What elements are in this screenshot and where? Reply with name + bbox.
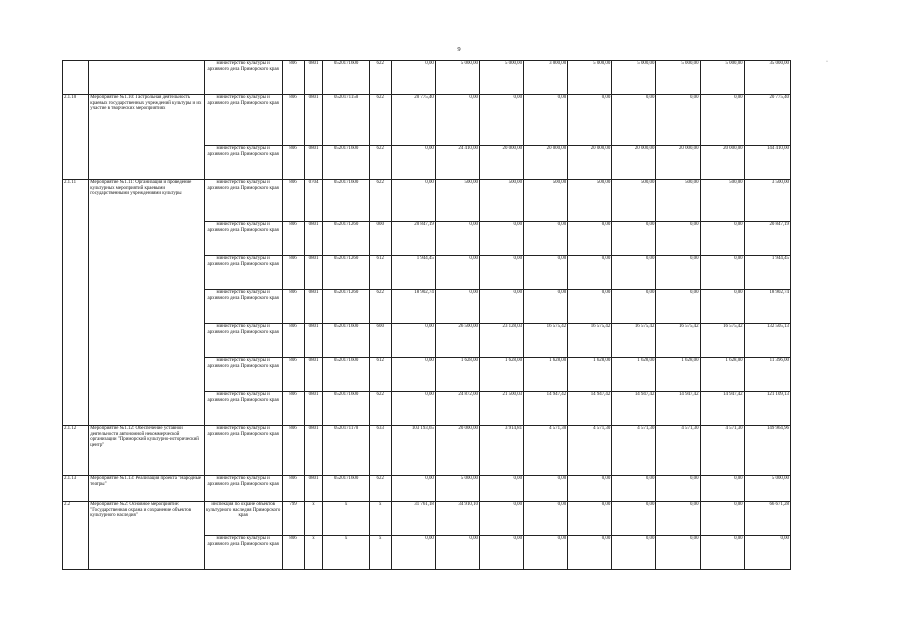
total-amount: 149 964,96 (744, 426, 790, 476)
amount-cell: 4 571,30 (524, 426, 568, 476)
target-article-code: 0520171600 (323, 146, 369, 180)
responsible-executor: министерство культуры и архивного дела Приморского края (204, 426, 282, 476)
amount-cell: 0,00 (435, 256, 479, 290)
section-code: 0801 (304, 222, 323, 256)
row-number: 2.1.12 (63, 426, 89, 476)
total-amount: 132 505,13 (744, 324, 790, 358)
total-amount: 5 000,00 (744, 476, 790, 502)
row-number: 2.1.11 (63, 180, 89, 426)
amount-cell: 0,00 (656, 222, 700, 256)
grbs-code: 806 (282, 536, 304, 570)
amount-cell: 0,00 (524, 222, 568, 256)
expense-type-code: 622 (369, 146, 391, 180)
row-number (63, 61, 89, 95)
responsible-executor: министерство культуры и архивного дела Приморского края (204, 476, 282, 502)
amount-cell: 4 571,30 (700, 426, 744, 476)
amount-cell: 20 000,00 (700, 146, 744, 180)
row-number: 2.1.13 (63, 476, 89, 502)
total-amount: 20 775,40 (744, 95, 790, 146)
amount-cell: 4 571,30 (656, 426, 700, 476)
total-amount: 18 902,74 (744, 290, 790, 324)
grbs-code: 806 (282, 61, 304, 95)
responsible-executor: министерство культуры и архивного дела Приморского края (204, 256, 282, 290)
section-code: 0801 (304, 358, 323, 392)
responsible-executor: министерство культуры и архивного дела Приморского края (204, 180, 282, 222)
amount-cell: 16 575,42 (700, 324, 744, 358)
target-article-code: 0520171150 (323, 95, 369, 146)
amount-cell: 0,00 (568, 476, 612, 502)
amount-cell: 1 628,00 (524, 358, 568, 392)
row-number: 2.1.10 (63, 95, 89, 180)
grbs-code: 799 (282, 502, 304, 536)
grbs-code: 806 (282, 222, 304, 256)
grbs-code: 806 (282, 426, 304, 476)
amount-cell: 0,00 (391, 358, 435, 392)
amount-cell: 1 944,45 (391, 256, 435, 290)
page-number: 9 (457, 46, 461, 53)
amount-cell: 0,00 (612, 222, 656, 256)
target-article-code: 0520171260 (323, 290, 369, 324)
amount-cell: 24 872,00 (435, 392, 479, 426)
event-name: Мероприятие №1.12: Обеспечение уставной деятельности автономной некоммерческой организации "Приморский культурно-исторический центр" (89, 426, 205, 476)
expense-type-code: 612 (369, 256, 391, 290)
amount-cell: 0,00 (524, 536, 568, 570)
responsible-executor: министерство культуры и архивного дела Приморского края (204, 324, 282, 358)
amount-cell: 1 628,00 (656, 358, 700, 392)
amount-cell: 0,00 (524, 476, 568, 502)
amount-cell: 0,00 (700, 222, 744, 256)
amount-cell: 0,00 (391, 146, 435, 180)
amount-cell: 0,00 (391, 324, 435, 358)
amount-cell: 500,00 (479, 180, 523, 222)
responsible-executor: министерство культуры и архивного дела Приморского края (204, 290, 282, 324)
section-code: 0801 (304, 324, 323, 358)
grbs-code: 806 (282, 256, 304, 290)
amount-cell: 20 847,19 (391, 222, 435, 256)
section-code: 0801 (304, 61, 323, 95)
amount-cell: 0,00 (479, 502, 523, 536)
event-name: Мероприятие №1.13: Реализация проекта "Народные театры" (89, 476, 205, 502)
target-article-code: 0520171600 (323, 392, 369, 426)
target-article-code: 0520171260 (323, 222, 369, 256)
amount-cell: 3 914,81 (479, 426, 523, 476)
amount-cell: 5 000,00 (435, 476, 479, 502)
amount-cell: 0,00 (612, 536, 656, 570)
amount-cell: 1 628,00 (479, 358, 523, 392)
table-row (63, 476, 791, 502)
grbs-code: 806 (282, 324, 304, 358)
total-amount: 20 847,19 (744, 222, 790, 256)
amount-cell: 0,00 (435, 222, 479, 256)
amount-cell: 0,00 (656, 95, 700, 146)
amount-cell: 0,00 (391, 392, 435, 426)
table-row (63, 180, 791, 222)
amount-cell: 500,00 (612, 180, 656, 222)
amount-cell: 4 571,30 (612, 426, 656, 476)
amount-cell: 14 947,42 (700, 392, 744, 426)
grbs-code: 806 (282, 180, 304, 222)
table-row (63, 95, 791, 146)
amount-cell: 0,00 (700, 95, 744, 146)
amount-cell: 16 575,42 (568, 324, 612, 358)
expense-type-code: 622 (369, 180, 391, 222)
event-name: Мероприятие №2: Основное мероприятие: "Государственная охрана и сохранение объектов культурного наследия" (89, 502, 205, 570)
total-amount: 66 671,28 (744, 502, 790, 536)
amount-cell: 103 193,65 (391, 426, 435, 476)
amount-cell: 0,00 (524, 502, 568, 536)
target-article-code: 0520171600 (323, 476, 369, 502)
amount-cell: 18 902,74 (391, 290, 435, 324)
amount-cell: 3 000,00 (524, 61, 568, 95)
amount-cell: 23 128,03 (479, 324, 523, 358)
amount-cell: 5 000,00 (612, 61, 656, 95)
total-amount: 1 944,45 (744, 256, 790, 290)
expense-type-code: 622 (369, 61, 391, 95)
amount-cell: 14 947,42 (612, 392, 656, 426)
amount-cell: 20 775,40 (391, 95, 435, 146)
grbs-code: 806 (282, 290, 304, 324)
expense-type-code: 622 (369, 476, 391, 502)
target-article-code: 0520171170 (323, 426, 369, 476)
budget-table (62, 60, 791, 570)
amount-cell: 14 947,42 (524, 392, 568, 426)
responsible-executor: министерство культуры и архивного дела Приморского края (204, 95, 282, 146)
grbs-code: 806 (282, 146, 304, 180)
expense-type-code: 612 (369, 358, 391, 392)
target-article-code: 0520171600 (323, 358, 369, 392)
total-amount: 144 410,00 (744, 146, 790, 180)
scan-mark: · (826, 59, 828, 65)
amount-cell: 0,00 (568, 256, 612, 290)
expense-type-code: 622 (369, 392, 391, 426)
amount-cell: 20 000,00 (568, 146, 612, 180)
responsible-executor: министерство культуры и архивного дела Приморского края (204, 61, 282, 95)
table-row (63, 426, 791, 476)
amount-cell: 1 628,00 (700, 358, 744, 392)
amount-cell: 31 761,18 (391, 502, 435, 536)
section-code: 0801 (304, 290, 323, 324)
amount-cell: 0,00 (656, 476, 700, 502)
expense-type-code: x (369, 536, 391, 570)
amount-cell: 14 947,42 (568, 392, 612, 426)
total-amount: 121 109,13 (744, 392, 790, 426)
section-code: 0801 (304, 95, 323, 146)
amount-cell: 0,00 (612, 95, 656, 146)
amount-cell: 0,00 (435, 290, 479, 324)
target-article-code: x (323, 502, 369, 536)
responsible-executor: министерство культуры и архивного дела Приморского края (204, 222, 282, 256)
responsible-executor: инспекция по охране объектов культурного наследия Приморского края (204, 502, 282, 536)
amount-cell: 5 000,00 (435, 61, 479, 95)
amount-cell: 0,00 (612, 476, 656, 502)
section-code: 0801 (304, 146, 323, 180)
grbs-code: 806 (282, 476, 304, 502)
amount-cell: 500,00 (435, 180, 479, 222)
expense-type-code: 000 (369, 222, 391, 256)
target-article-code: 0520171600 (323, 61, 369, 95)
amount-cell: 0,00 (568, 95, 612, 146)
amount-cell: 0,00 (479, 95, 523, 146)
grbs-code: 806 (282, 95, 304, 146)
table-row (63, 502, 791, 536)
amount-cell: 500,00 (700, 180, 744, 222)
section-code: 0801 (304, 426, 323, 476)
target-article-code: 0520171600 (323, 180, 369, 222)
expense-type-code: 622 (369, 95, 391, 146)
amount-cell: 1 628,00 (612, 358, 656, 392)
expense-type-code: x (369, 502, 391, 536)
amount-cell: 0,00 (479, 476, 523, 502)
amount-cell: 0,00 (656, 502, 700, 536)
amount-cell: 20 000,00 (479, 146, 523, 180)
amount-cell: 20 000,00 (435, 426, 479, 476)
amount-cell: 0,00 (700, 290, 744, 324)
amount-cell: 0,00 (391, 61, 435, 95)
grbs-code: 806 (282, 392, 304, 426)
row-number: 2.2 (63, 502, 89, 570)
amount-cell: 20 000,00 (612, 146, 656, 180)
section-code: 0704 (304, 180, 323, 222)
expense-type-code: 622 (369, 290, 391, 324)
total-amount: 3 500,00 (744, 180, 790, 222)
amount-cell: 0,00 (612, 290, 656, 324)
amount-cell: 0,00 (524, 95, 568, 146)
table-body (63, 61, 791, 570)
amount-cell: 24 410,00 (435, 146, 479, 180)
amount-cell: 1 628,00 (568, 358, 612, 392)
responsible-executor: министерство культуры и архивного дела Приморского края (204, 146, 282, 180)
amount-cell: 34 910,10 (435, 502, 479, 536)
amount-cell: 21 500,03 (479, 392, 523, 426)
section-code: 0801 (304, 476, 323, 502)
event-name (89, 61, 205, 95)
amount-cell: 0,00 (391, 180, 435, 222)
grbs-code: 806 (282, 358, 304, 392)
target-article-code: 0520171260 (323, 256, 369, 290)
amount-cell: 0,00 (435, 95, 479, 146)
target-article-code: x (323, 536, 369, 570)
amount-cell: 26 500,00 (435, 324, 479, 358)
table-row (63, 61, 791, 95)
section-code: 0801 (304, 392, 323, 426)
amount-cell: 5 000,00 (479, 61, 523, 95)
amount-cell: 0,00 (479, 290, 523, 324)
amount-cell: 0,00 (524, 290, 568, 324)
amount-cell: 0,00 (568, 536, 612, 570)
amount-cell: 0,00 (479, 536, 523, 570)
responsible-executor: министерство культуры и архивного дела Приморского края (204, 392, 282, 426)
amount-cell: 0,00 (568, 502, 612, 536)
amount-cell: 16 575,42 (656, 324, 700, 358)
amount-cell: 20 000,00 (524, 146, 568, 180)
amount-cell: 500,00 (524, 180, 568, 222)
amount-cell: 0,00 (524, 256, 568, 290)
amount-cell: 16 575,42 (612, 324, 656, 358)
amount-cell: 0,00 (700, 476, 744, 502)
total-amount: 11 396,00 (744, 358, 790, 392)
amount-cell: 20 000,00 (656, 146, 700, 180)
section-code: x (304, 536, 323, 570)
amount-cell: 0,00 (656, 256, 700, 290)
target-article-code: 0520171600 (323, 324, 369, 358)
amount-cell: 5 000,00 (656, 61, 700, 95)
total-amount: 0,00 (744, 536, 790, 570)
amount-cell: 0,00 (612, 256, 656, 290)
amount-cell: 1 628,00 (435, 358, 479, 392)
amount-cell: 5 000,00 (700, 61, 744, 95)
amount-cell: 500,00 (568, 180, 612, 222)
amount-cell: 0,00 (568, 290, 612, 324)
responsible-executor: министерство культуры и архивного дела Приморского края (204, 536, 282, 570)
amount-cell: 0,00 (700, 502, 744, 536)
event-name: Мероприятие №1.11: Организация и проведение культурных мероприятий краевыми государственными учреждениями культуры (89, 180, 205, 426)
amount-cell: 0,00 (568, 222, 612, 256)
amount-cell: 500,00 (656, 180, 700, 222)
amount-cell: 14 947,42 (656, 392, 700, 426)
total-amount: 35 000,00 (744, 61, 790, 95)
amount-cell: 0,00 (700, 536, 744, 570)
amount-cell: 0,00 (479, 256, 523, 290)
amount-cell: 0,00 (479, 222, 523, 256)
amount-cell: 4 571,30 (568, 426, 612, 476)
amount-cell: 0,00 (700, 256, 744, 290)
amount-cell: 5 000,00 (568, 61, 612, 95)
amount-cell: 0,00 (612, 502, 656, 536)
amount-cell: 0,00 (391, 476, 435, 502)
expense-type-code: 633 (369, 426, 391, 476)
event-name: Мероприятие №1.10: Гастрольная деятельность краевых государственных учреждений культуры и их участие в творческих мероприятиях (89, 95, 205, 180)
amount-cell: 0,00 (391, 536, 435, 570)
amount-cell: 0,00 (656, 536, 700, 570)
section-code: x (304, 502, 323, 536)
responsible-executor: министерство культуры и архивного дела Приморского края (204, 358, 282, 392)
amount-cell: 0,00 (656, 290, 700, 324)
expense-type-code: 600 (369, 324, 391, 358)
amount-cell: 16 575,42 (524, 324, 568, 358)
amount-cell: 0,00 (435, 536, 479, 570)
section-code: 0801 (304, 256, 323, 290)
